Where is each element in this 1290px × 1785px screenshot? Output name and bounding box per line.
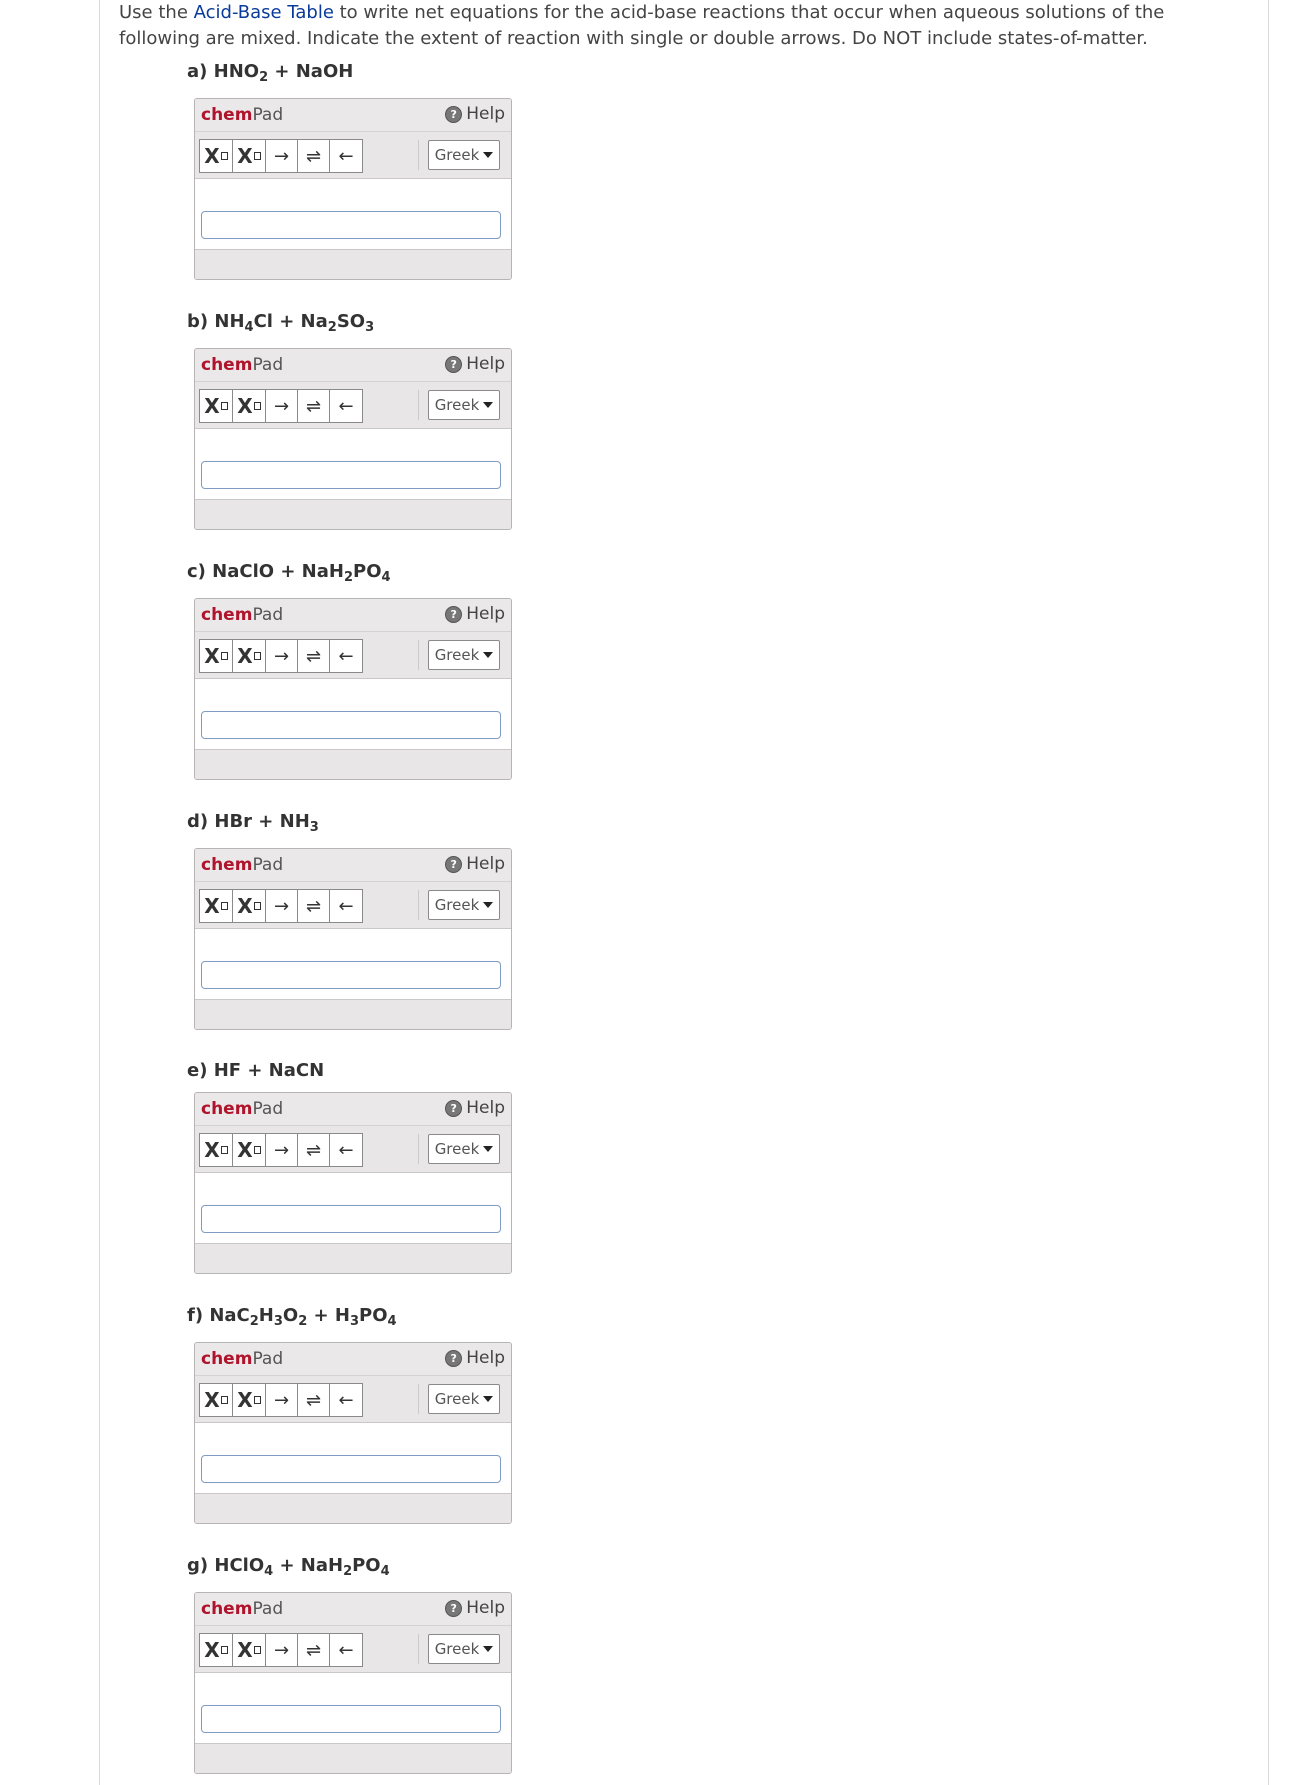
chempad-f (194, 1342, 512, 1524)
greek-label: Greek (434, 1140, 480, 1158)
caret-down-icon (483, 652, 493, 658)
equation-input-d[interactable] (201, 961, 501, 989)
chempad-body (195, 679, 511, 750)
chempad-footer (195, 250, 511, 280)
chempad-title: chemPad (201, 355, 284, 375)
format-button-group (199, 1383, 363, 1417)
left-arrow-button[interactable]: ← (330, 140, 362, 172)
question-icon: ? (445, 1100, 462, 1117)
question-e-label: e) HF + NaCN (187, 1060, 325, 1081)
chempad-e (194, 1092, 512, 1274)
subscript-button[interactable]: X (200, 1134, 233, 1166)
equilibrium-arrow-button[interactable]: ⇌ (298, 890, 330, 922)
help-button[interactable] (445, 1598, 505, 1618)
acid-base-table-link[interactable]: Acid-Base Table (193, 2, 334, 23)
greek-label: Greek (434, 1390, 480, 1408)
chempad-body (195, 1423, 511, 1494)
instructions-prefix: Use the (119, 2, 194, 23)
help-button[interactable] (445, 104, 505, 124)
left-arrow-button[interactable]: ← (330, 390, 362, 422)
equilibrium-arrow-button[interactable]: ⇌ (298, 640, 330, 672)
greek-label: Greek (434, 646, 480, 664)
left-arrow-button[interactable]: ← (330, 890, 362, 922)
toolbar-divider (418, 1134, 419, 1164)
question-icon: ? (445, 1350, 462, 1367)
caret-down-icon (483, 402, 493, 408)
chempad-body (195, 1173, 511, 1244)
format-button-group (199, 1633, 363, 1667)
chempad-footer (195, 1744, 511, 1774)
help-label: Help (466, 854, 505, 874)
chempad-body (195, 929, 511, 1000)
chempad-title: chemPad (201, 605, 284, 625)
chempad-footer (195, 1494, 511, 1524)
equilibrium-arrow-button[interactable]: ⇌ (298, 1134, 330, 1166)
chempad-toolbar (195, 1376, 511, 1423)
chempad-footer (195, 1244, 511, 1274)
greek-label: Greek (434, 396, 480, 414)
chempad-g (194, 1592, 512, 1774)
chempad-header (195, 849, 511, 882)
chempad-header (195, 1343, 511, 1376)
help-label: Help (466, 1098, 505, 1118)
toolbar-divider (418, 1634, 419, 1664)
subscript-button[interactable]: X (200, 390, 233, 422)
question-b-label: b) $NH_4Cl + Na_2SO_3$ (187, 311, 375, 335)
format-button-group (199, 639, 363, 673)
chempad-header (195, 349, 511, 382)
equilibrium-arrow-button[interactable]: ⇌ (298, 390, 330, 422)
toolbar-divider (418, 640, 419, 670)
chempad-body (195, 179, 511, 250)
question-icon: ? (445, 606, 462, 623)
help-button[interactable] (445, 354, 505, 374)
superscript-button[interactable]: X (233, 140, 266, 172)
right-arrow-button[interactable]: → (266, 1634, 298, 1666)
equation-input-g[interactable] (201, 1705, 501, 1733)
caret-down-icon (483, 902, 493, 908)
caret-down-icon (483, 1396, 493, 1402)
greek-dropdown[interactable] (428, 640, 500, 670)
chempad-header (195, 99, 511, 132)
help-button[interactable] (445, 854, 505, 874)
subscript-button[interactable]: X (200, 640, 233, 672)
format-button-group (199, 1133, 363, 1167)
greek-dropdown[interactable] (428, 890, 500, 920)
question-icon: ? (445, 856, 462, 873)
equation-input-c[interactable] (201, 711, 501, 739)
chempad-toolbar (195, 632, 511, 679)
toolbar-divider (418, 390, 419, 420)
instructions-suffix: to write net equations for the acid-base reactions that occur when aqueous solutions of the following are mixed. Indicate the extent of reaction with single or double arrows. Do NOT include states-of-matter. (119, 2, 1165, 49)
equilibrium-arrow-button[interactable]: ⇌ (298, 140, 330, 172)
greek-dropdown[interactable] (428, 1634, 500, 1664)
right-arrow-button[interactable]: → (266, 1134, 298, 1166)
toolbar-divider (418, 140, 419, 170)
right-arrow-button[interactable]: → (266, 140, 298, 172)
help-button[interactable] (445, 1348, 505, 1368)
greek-label: Greek (434, 146, 480, 164)
greek-label: Greek (434, 1640, 480, 1658)
chempad-d (194, 848, 512, 1030)
chempad-body (195, 1673, 511, 1744)
greek-dropdown[interactable] (428, 140, 500, 170)
help-label: Help (466, 604, 505, 624)
right-arrow-button[interactable]: → (266, 890, 298, 922)
question-g-label: g) HClO$_4$ + $NaH_2PO_4$ (187, 1555, 390, 1579)
caret-down-icon (483, 1146, 493, 1152)
chempad-header (195, 599, 511, 632)
toolbar-divider (418, 890, 419, 920)
chempad-b (194, 348, 512, 530)
chempad-body (195, 429, 511, 500)
help-label: Help (466, 104, 505, 124)
format-button-group (199, 139, 363, 173)
right-arrow-button[interactable]: → (266, 390, 298, 422)
question-icon: ? (445, 106, 462, 123)
format-button-group (199, 889, 363, 923)
question-icon: ? (445, 356, 462, 373)
chempad-title: chemPad (201, 1099, 284, 1119)
equation-input-b[interactable] (201, 461, 501, 489)
chempad-title: chemPad (201, 855, 284, 875)
subscript-button[interactable]: X (200, 1634, 233, 1666)
help-label: Help (466, 1348, 505, 1368)
question-d-label: d) HBr + $NH_3$ (187, 811, 319, 835)
help-button[interactable] (445, 1098, 505, 1118)
subscript-button[interactable]: X (200, 140, 233, 172)
chempad-footer (195, 1000, 511, 1030)
help-button[interactable] (445, 604, 505, 624)
left-arrow-button[interactable]: ← (330, 1634, 362, 1666)
right-arrow-button[interactable]: → (266, 1384, 298, 1416)
caret-down-icon (483, 1646, 493, 1652)
chempad-header (195, 1593, 511, 1626)
left-arrow-button[interactable]: ← (330, 1134, 362, 1166)
chempad-toolbar (195, 382, 511, 429)
greek-dropdown[interactable] (428, 1134, 500, 1164)
superscript-button[interactable]: X (233, 1134, 266, 1166)
right-arrow-button[interactable]: → (266, 640, 298, 672)
chempad-footer (195, 750, 511, 780)
superscript-button[interactable]: X (233, 890, 266, 922)
chempad-header (195, 1093, 511, 1126)
question-icon: ? (445, 1600, 462, 1617)
format-button-group (199, 389, 363, 423)
equilibrium-arrow-button[interactable]: ⇌ (298, 1384, 330, 1416)
help-label: Help (466, 354, 505, 374)
subscript-button[interactable]: X (200, 890, 233, 922)
help-label: Help (466, 1598, 505, 1618)
chempad-c (194, 598, 512, 780)
question-f-label: f) $NaC_2H_3O_2 + H_3PO_4$ (187, 1305, 397, 1329)
chempad-toolbar (195, 1626, 511, 1673)
instructions (119, 0, 1249, 52)
chempad-footer (195, 500, 511, 530)
chempad-toolbar (195, 1126, 511, 1173)
equilibrium-arrow-button[interactable]: ⇌ (298, 1634, 330, 1666)
greek-label: Greek (434, 896, 480, 914)
superscript-button[interactable]: X (233, 390, 266, 422)
left-arrow-button[interactable]: ← (330, 1384, 362, 1416)
caret-down-icon (483, 152, 493, 158)
chempad-title: chemPad (201, 1599, 284, 1619)
question-a-label: a) $HNO_2$ + NaOH (187, 61, 354, 85)
superscript-button[interactable]: X (233, 640, 266, 672)
chempad-toolbar (195, 132, 511, 179)
toolbar-divider (418, 1384, 419, 1414)
equation-input-a[interactable] (201, 211, 501, 239)
equation-input-f[interactable] (201, 1455, 501, 1483)
chempad-toolbar (195, 882, 511, 929)
superscript-button[interactable]: X (233, 1634, 266, 1666)
superscript-button[interactable]: X (233, 1384, 266, 1416)
chempad-title: chemPad (201, 105, 284, 125)
equation-input-e[interactable] (201, 1205, 501, 1233)
greek-dropdown[interactable] (428, 1384, 500, 1414)
left-arrow-button[interactable]: ← (330, 640, 362, 672)
question-c-label: c) NaClO + $NaH_2PO_4$ (187, 561, 391, 585)
greek-dropdown[interactable] (428, 390, 500, 420)
subscript-button[interactable]: X (200, 1384, 233, 1416)
chempad-a (194, 98, 512, 280)
chempad-title: chemPad (201, 1349, 284, 1369)
